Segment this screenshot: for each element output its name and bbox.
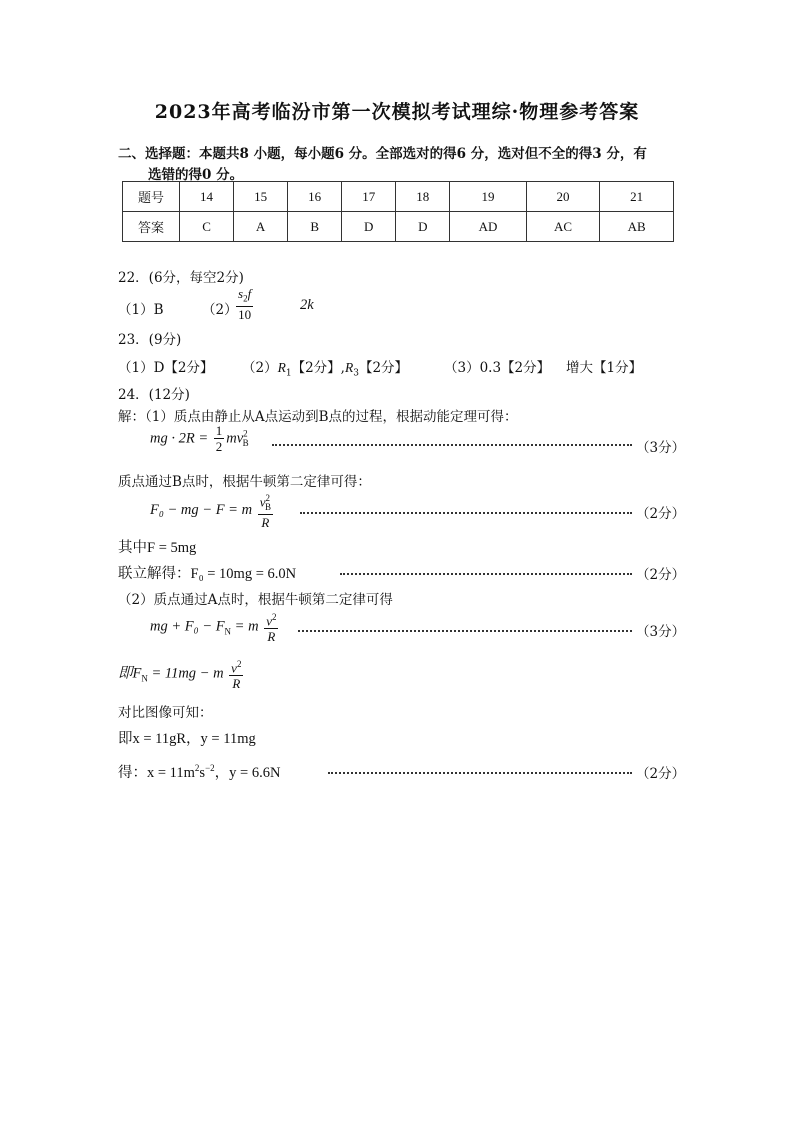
answer-cell: C [180,212,234,242]
equation-left: F₀ − mg − F = m [150,501,253,518]
score-label: （2分） [636,766,686,782]
section-instruction-line2: 选错的得0 分。 [148,167,244,183]
page-title: 2023年高考临汾市第一次模拟考试理综·物理参考答案 [154,101,640,123]
q24-line-2: 质点通过B点时，根据牛顿第二定律可得： [118,474,371,490]
question-number-cell: 21 [600,182,674,212]
subscript: N [224,626,232,637]
q23-part3: （3）0.3【2分】 [444,360,551,376]
q22-header: 22．(6分，每空2分) [118,270,244,286]
q23-part4: 增大【1分】 [566,360,643,376]
question-number-cell: 14 [180,182,234,212]
answer-cell: D [396,212,450,242]
question-number-cell: 15 [234,182,288,212]
score-label: （2分） [636,506,686,522]
q23-part2-score-a: 【2分】, [291,360,345,376]
equation-left: 即F [118,665,142,682]
q22-answer-1: （1）B [118,302,164,318]
subscript: B [264,501,271,512]
equation-middle: = 11mg − m [147,665,224,682]
symbol-r3: R [344,360,354,375]
superscript: 2 [271,612,277,622]
score-label: （3分） [636,440,686,456]
q23-part1: （1）D【2分】 [118,360,214,376]
question-number-cell: 17 [342,182,396,212]
q24-equation-4 [118,657,245,691]
superscript: 2 [265,493,270,503]
score-label: （3分） [636,624,686,640]
superscript: 2 [194,763,200,774]
answer-cell: AB [600,212,674,242]
q24-line-5: （2）质点通过A点时，根据牛顿第二定律可得 [118,592,393,608]
q24-line-6: 对比图像可知： [118,705,213,721]
answer-cell: A [234,212,288,242]
symbol-v: v [231,660,237,676]
fraction-denominator: R [267,629,276,645]
symbol-f: f [247,286,252,301]
q24-equation-1 [150,424,249,454]
q23-header: 23．(9分) [118,332,182,348]
leader-dots [340,573,632,575]
fraction-denominator: 2 [215,439,223,454]
superscript: 2 [236,659,242,669]
table-row-numbers [123,182,674,212]
q24-header: 24．(12分) [118,387,190,403]
subscript: 2 [243,293,248,304]
subscript: B [242,438,249,449]
q24-line-3: 其中F = 5mg [118,540,197,556]
q22-answer-3: 2k [300,297,314,313]
q24-equation-2 [150,491,275,530]
section-instruction-line1: 二、选择题：本题共8 小题，每小题6 分。全部选对的得6 分，选对但不全的得3 分，有 [118,146,647,162]
result-x: 得：x = 11m [118,765,195,781]
q24-intro: 解：（1）质点由静止从A点运动到B点的过程，根据动能定理可得： [118,409,518,425]
q23-part2 [242,356,408,379]
question-number-cell: 19 [450,182,526,212]
answer-cell: AD [450,212,526,242]
question-number-cell: 16 [288,182,342,212]
fraction-denominator: R [261,514,270,530]
q24-equation-3 [150,610,280,644]
symbol-v: v [259,494,266,510]
leader-dots [272,444,632,446]
leader-dots [300,512,632,514]
q24-line-7: 即x = 11gR，y = 11mg [118,731,256,747]
question-number-cell: 20 [526,182,600,212]
superscript: 2 [243,428,248,439]
answer-cell: AC [526,212,600,242]
answer-cell: D [342,212,396,242]
superscript: −2 [205,763,215,774]
q22-answer-2-label: （2） [202,302,238,318]
subscript: 3 [353,368,359,379]
equation-middle: = m [231,618,259,635]
q24-line-8 [118,761,280,782]
symbol-v: v [266,613,272,629]
q23-part2-label: （2） [242,360,278,376]
equation-left: mg · 2R = [150,430,209,447]
fraction-denominator: 10 [238,306,252,322]
leader-dots [328,772,632,774]
symbol-r1: R [277,360,286,375]
subscript: N [141,673,148,684]
table-row-label: 答案 [123,212,180,242]
equation-left: mg + F₀ − F [150,618,225,635]
fraction-denominator: R [232,676,241,692]
symbol-s: s [238,286,244,301]
q23-part2-score-b: 【2分】 [358,360,409,376]
equation-right: mv [226,430,244,447]
result-y: ，y = 6.6N [214,765,281,781]
subscript: 1 [285,368,292,379]
result-unit: s [199,765,206,781]
answer-cell: B [288,212,342,242]
table-row-label: 题号 [123,182,180,212]
q22-fraction [234,287,255,322]
question-number-cell: 18 [396,182,450,212]
table-row-answers [123,212,674,242]
q24-line-4: 联立解得：F₀ = 10mg = 6.0N [118,566,297,582]
score-label: （2分） [636,567,686,583]
fraction-numerator: 1 [215,423,223,438]
answer-table [122,181,674,242]
leader-dots [298,630,632,632]
